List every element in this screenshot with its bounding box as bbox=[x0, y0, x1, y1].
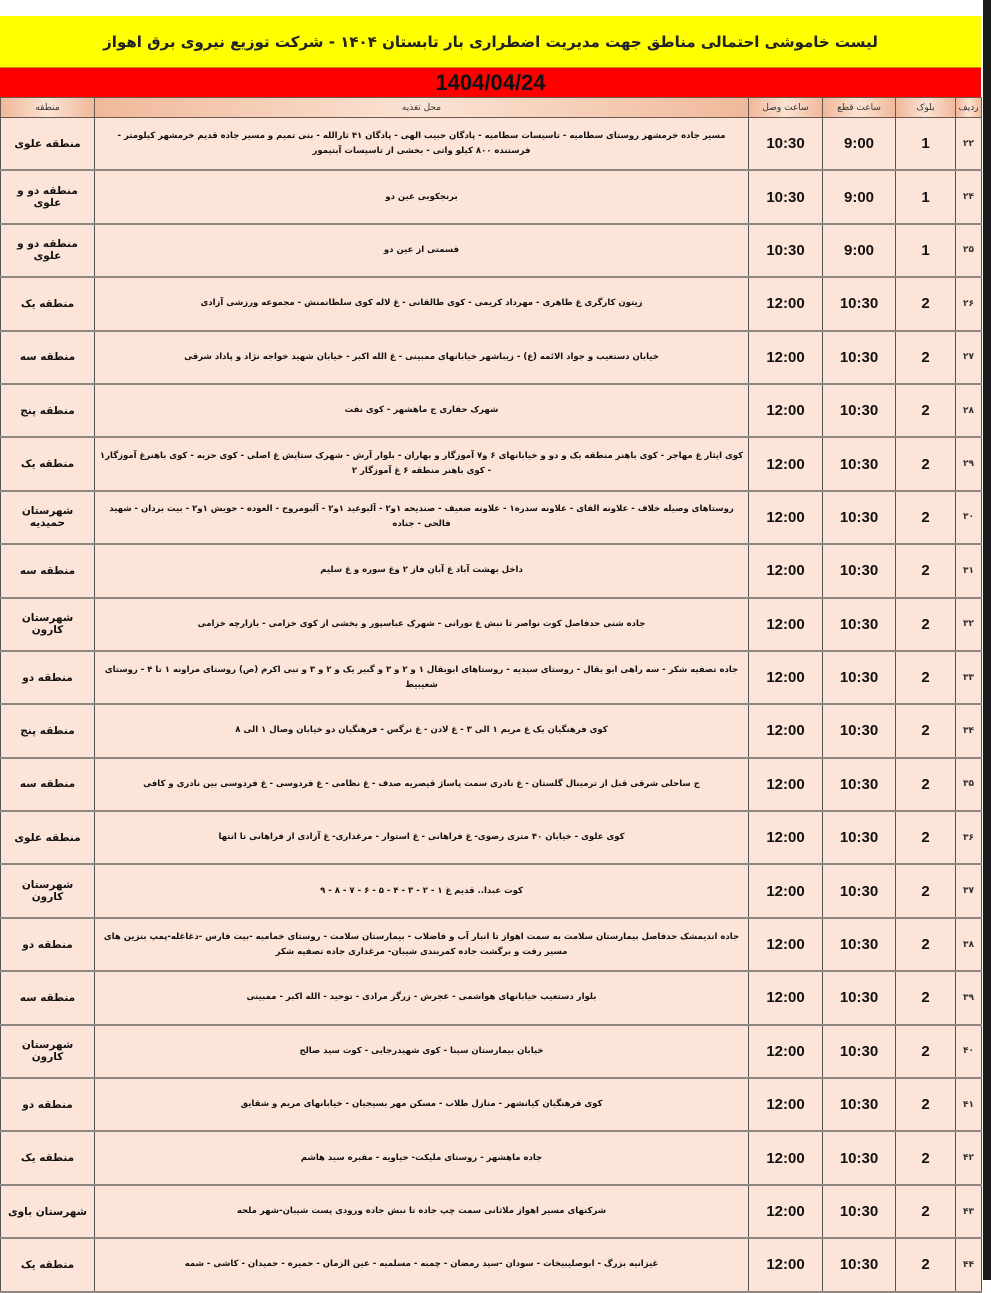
region-cell: منطقه پنج bbox=[1, 704, 95, 757]
table-row bbox=[1, 811, 982, 864]
table-row bbox=[1, 918, 982, 971]
connect-time-cell: 12:00 bbox=[749, 491, 823, 544]
location-cell: مسیر جاده خرمشهر روستای سطامیه - تاسیسات سطامیه - پادگان حبیب الهی - پادگان ۴۱ ثارالله - بنی تمیم و مسیر جاده قدیم خرمشهر کیلومتر - فرستنده ۸۰۰ کیلو واتی - بخشی از تاسیسات آبتیمور bbox=[95, 118, 749, 171]
connect-time-cell: 12:00 bbox=[749, 704, 823, 757]
location-cell: بلوار دستغیب خیابانهای هواشمی - عجرش - زرگر مرادی - توحید - الله اکبر - ممبینی bbox=[95, 971, 749, 1024]
location-cell: ج ساحلی شرقی قبل از ترمینال گلستان - غ نادری سمت پاساژ قیصریه صدف - غ نظامی - غ فردوسی - غ فردوسی بین نادری و کافی bbox=[95, 758, 749, 811]
region-cell: منطقه سه bbox=[1, 331, 95, 384]
row-number-cell: ۴۰ bbox=[956, 1025, 982, 1078]
block-cell: 2 bbox=[896, 758, 956, 811]
connect-time-cell: 12:00 bbox=[749, 331, 823, 384]
region-cell: شهرستان کارون bbox=[1, 598, 95, 651]
connect-time-cell: 12:00 bbox=[749, 1238, 823, 1291]
block-cell: 1 bbox=[896, 224, 956, 277]
location-cell: شرکتهای مسیر اهواز ملاثانی سمت چپ جاده تا نبش جاده ورودی پست شیبان-شهر ملحه bbox=[95, 1185, 749, 1238]
table-row bbox=[1, 598, 982, 651]
location-cell: جاده تصفیه شکر - سه راهی ابو بقال - روستای سیدیه - روستاهای ابوبقال ۱ و ۲ و ۳ و گبیر یک و ۲ و ۳ و نبی اکرم (ص) روستای مراونه ۱ تا ۴ - روستای شعیبیط bbox=[95, 651, 749, 704]
location-cell: غیزانیه بزرگ - ابوصلیبیخات - سودان -سید رمضان - چمبه - مسلمیه - عین الزمان - حمیره - حمیدان - کاشی - شمه bbox=[95, 1238, 749, 1291]
location-cell: داخل بهشت آباد غ آبان فاز ۲ وغ سوره و غ سلیم bbox=[95, 544, 749, 597]
table-row bbox=[1, 384, 982, 437]
region-cell: منطقه علوی bbox=[1, 811, 95, 864]
table-row bbox=[1, 170, 982, 223]
region-cell: منطقه دو bbox=[1, 918, 95, 971]
location-cell: قسمتی از عین دو bbox=[95, 224, 749, 277]
row-number-cell: ۳۱ bbox=[956, 544, 982, 597]
row-number-cell: ۳۷ bbox=[956, 864, 982, 917]
region-cell: منطقه یک bbox=[1, 277, 95, 330]
region-cell: شهرستان حمیدیه bbox=[1, 491, 95, 544]
table-row bbox=[1, 1185, 982, 1238]
cut-time-cell: 9:00 bbox=[823, 118, 896, 171]
table-row bbox=[1, 118, 982, 171]
region-cell: منطقه یک bbox=[1, 1131, 95, 1184]
location-cell: جاده ماهشهر - روستای ملیکت- حیاویه - مقبره سید هاشم bbox=[95, 1131, 749, 1184]
connect-time-cell: 12:00 bbox=[749, 758, 823, 811]
block-cell: 2 bbox=[896, 704, 956, 757]
header-cut-time: ساعت قطع bbox=[823, 98, 896, 118]
region-cell: منطقه پنج bbox=[1, 384, 95, 437]
block-cell: 2 bbox=[896, 651, 956, 704]
cut-time-cell: 10:30 bbox=[823, 1025, 896, 1078]
cut-time-cell: 10:30 bbox=[823, 1238, 896, 1291]
location-cell: خیابان دستغیب و جواد الائمه (ع) - زیباشهر خیابانهای ممبینی - غ الله اکبر - خیابان شهید خواجه نژاد و پاداد شرقی bbox=[95, 331, 749, 384]
connect-time-cell: 12:00 bbox=[749, 864, 823, 917]
table-body bbox=[1, 118, 982, 1292]
connect-time-cell: 12:00 bbox=[749, 651, 823, 704]
row-number-cell: ۳۲ bbox=[956, 598, 982, 651]
cut-time-cell: 10:30 bbox=[823, 1131, 896, 1184]
table-row bbox=[1, 544, 982, 597]
region-cell: منطقه سه bbox=[1, 544, 95, 597]
block-cell: 2 bbox=[896, 864, 956, 917]
connect-time-cell: 12:00 bbox=[749, 384, 823, 437]
location-cell: جاده شنی حدفاصل کوت نواصر تا نبش غ نورانی - شهرک عباسپور و بخشی از کوی خزامی - بازارچه خزامی bbox=[95, 598, 749, 651]
block-cell: 2 bbox=[896, 1185, 956, 1238]
row-number-cell: ۴۲ bbox=[956, 1131, 982, 1184]
table-row bbox=[1, 651, 982, 704]
cut-time-cell: 10:30 bbox=[823, 704, 896, 757]
row-number-cell: ۳۵ bbox=[956, 758, 982, 811]
row-number-cell: ۲۲ bbox=[956, 118, 982, 171]
cut-time-cell: 10:30 bbox=[823, 384, 896, 437]
location-cell: برنجکوبی عین دو bbox=[95, 170, 749, 223]
header-location: محل تغذیه bbox=[95, 98, 749, 118]
block-cell: 1 bbox=[896, 118, 956, 171]
cut-time-cell: 10:30 bbox=[823, 918, 896, 971]
block-cell: 2 bbox=[896, 277, 956, 330]
cut-time-cell: 10:30 bbox=[823, 651, 896, 704]
region-cell: شهرستان کارون bbox=[1, 864, 95, 917]
region-cell: منطقه دو bbox=[1, 1078, 95, 1131]
location-cell: کوی فرهنگیان یک غ مریم ۱ الی ۳ - غ لادن - غ نرگس - فرهنگیان دو خیابان وصال ۱ الی ۸ bbox=[95, 704, 749, 757]
cut-time-cell: 9:00 bbox=[823, 224, 896, 277]
cut-time-cell: 10:30 bbox=[823, 544, 896, 597]
block-cell: 2 bbox=[896, 544, 956, 597]
cut-time-cell: 10:30 bbox=[823, 1078, 896, 1131]
block-cell: 2 bbox=[896, 384, 956, 437]
page-title: لیست خاموشی احتمالی مناطق جهت مدیریت اضطراری بار تابستان ۱۴۰۴ - شرکت توزیع نیروی برق اهواز bbox=[0, 16, 981, 67]
table-row bbox=[1, 1131, 982, 1184]
header-connect-time: ساعت وصل bbox=[749, 98, 823, 118]
row-number-cell: ۳۳ bbox=[956, 651, 982, 704]
connect-time-cell: 12:00 bbox=[749, 1185, 823, 1238]
table-row bbox=[1, 277, 982, 330]
location-cell: زیتون کارگری غ طاهری - مهرداد کریمی - کوی طالقانی - غ لاله کوی سلطانمنش - مجموعه ورزشی آزادی bbox=[95, 277, 749, 330]
cut-time-cell: 10:30 bbox=[823, 1185, 896, 1238]
cut-time-cell: 10:30 bbox=[823, 491, 896, 544]
table-row bbox=[1, 1238, 982, 1291]
table-row bbox=[1, 704, 982, 757]
row-number-cell: ۳۸ bbox=[956, 918, 982, 971]
header-row-number: ردیف bbox=[956, 98, 982, 118]
location-cell: روستاهای وصیله خلاف - علاونه الفای - علاونه سدره۱ - علاونه ضعیف - صندیحه ۱و۲ - آلبوعید ۱و۲ - آلبومروح - العوده - حویش ۱و۲ - بیت بردان - شهید فالحی - جناده bbox=[95, 491, 749, 544]
row-number-cell: ۳۹ bbox=[956, 971, 982, 1024]
connect-time-cell: 10:30 bbox=[749, 170, 823, 223]
connect-time-cell: 12:00 bbox=[749, 598, 823, 651]
table-row bbox=[1, 224, 982, 277]
block-cell: 2 bbox=[896, 437, 956, 490]
row-number-cell: ۲۶ bbox=[956, 277, 982, 330]
cut-time-cell: 10:30 bbox=[823, 277, 896, 330]
header-block: بلوک bbox=[896, 98, 956, 118]
table-row bbox=[1, 331, 982, 384]
table-row bbox=[1, 864, 982, 917]
connect-time-cell: 12:00 bbox=[749, 971, 823, 1024]
table-row bbox=[1, 1025, 982, 1078]
header-region: منطقه bbox=[1, 98, 95, 118]
row-number-cell: ۴۴ bbox=[956, 1238, 982, 1291]
cut-time-cell: 10:30 bbox=[823, 971, 896, 1024]
connect-time-cell: 12:00 bbox=[749, 918, 823, 971]
table-row bbox=[1, 437, 982, 490]
cut-time-cell: 10:30 bbox=[823, 864, 896, 917]
location-cell: جاده اندیمشک حدفاصل بیمارستان سلامت به سمت اهواز تا انبار آب و فاضلاب - بیمارستان سلامت - روستای خمامیه -بیت فارس -دغاغله-پمپ بنزین های مسیر رفت و برگشت جاده کمربندی شیبان- مرغداری جاده تصفیه شکر bbox=[95, 918, 749, 971]
location-cell: کوت عبدا.. قدیم غ ۱ - ۲ - ۳ - ۴ - ۵ - ۶ - ۷ - ۸ - ۹ bbox=[95, 864, 749, 917]
table-header-row bbox=[1, 98, 982, 118]
region-cell: منطقه علوی bbox=[1, 118, 95, 171]
cut-time-cell: 10:30 bbox=[823, 437, 896, 490]
region-cell: شهرستان کارون bbox=[1, 1025, 95, 1078]
region-cell: منطقه دو و علوی bbox=[1, 170, 95, 223]
table-row bbox=[1, 971, 982, 1024]
block-cell: 2 bbox=[896, 598, 956, 651]
row-number-cell: ۳۴ bbox=[956, 704, 982, 757]
connect-time-cell: 12:00 bbox=[749, 1131, 823, 1184]
schedule-date: 1404/04/24 bbox=[0, 67, 981, 97]
cut-time-cell: 10:30 bbox=[823, 811, 896, 864]
cut-time-cell: 10:30 bbox=[823, 758, 896, 811]
region-cell: شهرستان باوی bbox=[1, 1185, 95, 1238]
outage-table bbox=[0, 97, 982, 1293]
location-cell: کوی علوی - خیابان ۴۰ متری رضوی- غ فراهانی - غ استوار - مرغداری- غ آزادی از فراهانی تا انتها bbox=[95, 811, 749, 864]
block-cell: 2 bbox=[896, 918, 956, 971]
row-number-cell: ۳۰ bbox=[956, 491, 982, 544]
connect-time-cell: 12:00 bbox=[749, 1025, 823, 1078]
row-number-cell: ۲۹ bbox=[956, 437, 982, 490]
region-cell: منطقه یک bbox=[1, 437, 95, 490]
location-cell: شهرک حفاری ج ماهشهر - کوی نفت bbox=[95, 384, 749, 437]
connect-time-cell: 10:30 bbox=[749, 118, 823, 171]
connect-time-cell: 12:00 bbox=[749, 811, 823, 864]
connect-time-cell: 12:00 bbox=[749, 544, 823, 597]
row-number-cell: ۲۷ bbox=[956, 331, 982, 384]
location-cell: کوی ایثار غ مهاجر - کوی باهنر منطقه یک و دو و خیابانهای ۶ و۷ آموزگار و بهاران - بلوار آرش - شهرک ستایش غ اصلی - کوی حزبه - کوی باهنرغ آموزگار۱ - کوی باهنر منطقه ۶ غ آموزگار ۲ bbox=[95, 437, 749, 490]
row-number-cell: ۲۵ bbox=[956, 224, 982, 277]
connect-time-cell: 10:30 bbox=[749, 224, 823, 277]
block-cell: 2 bbox=[896, 1131, 956, 1184]
table-row bbox=[1, 758, 982, 811]
row-number-cell: ۴۱ bbox=[956, 1078, 982, 1131]
location-cell: خیابان بیمارستان سینا - کوی شهیدرجایی - کوت سید صالح bbox=[95, 1025, 749, 1078]
table-row bbox=[1, 1078, 982, 1131]
row-number-cell: ۲۴ bbox=[956, 170, 982, 223]
row-number-cell: ۲۸ bbox=[956, 384, 982, 437]
block-cell: 2 bbox=[896, 331, 956, 384]
cut-time-cell: 10:30 bbox=[823, 598, 896, 651]
region-cell: منطقه سه bbox=[1, 971, 95, 1024]
block-cell: 2 bbox=[896, 1025, 956, 1078]
connect-time-cell: 12:00 bbox=[749, 1078, 823, 1131]
block-cell: 2 bbox=[896, 971, 956, 1024]
region-cell: منطقه سه bbox=[1, 758, 95, 811]
cut-time-cell: 9:00 bbox=[823, 170, 896, 223]
row-number-cell: ۴۳ bbox=[956, 1185, 982, 1238]
outage-schedule-sheet bbox=[0, 16, 981, 1293]
region-cell: منطقه دو bbox=[1, 651, 95, 704]
region-cell: منطقه یک bbox=[1, 1238, 95, 1291]
cut-time-cell: 10:30 bbox=[823, 331, 896, 384]
block-cell: 2 bbox=[896, 1078, 956, 1131]
block-cell: 2 bbox=[896, 811, 956, 864]
row-number-cell: ۳۶ bbox=[956, 811, 982, 864]
block-cell: 1 bbox=[896, 170, 956, 223]
region-cell: منطقه دو و علوی bbox=[1, 224, 95, 277]
connect-time-cell: 12:00 bbox=[749, 277, 823, 330]
block-cell: 2 bbox=[896, 491, 956, 544]
table-row bbox=[1, 491, 982, 544]
connect-time-cell: 12:00 bbox=[749, 437, 823, 490]
block-cell: 2 bbox=[896, 1238, 956, 1291]
window-edge bbox=[983, 0, 991, 1280]
location-cell: کوی فرهنگیان کیانشهر - منازل طلاب - مسکن مهر بسیجیان - خیابانهای مریم و شقایق bbox=[95, 1078, 749, 1131]
